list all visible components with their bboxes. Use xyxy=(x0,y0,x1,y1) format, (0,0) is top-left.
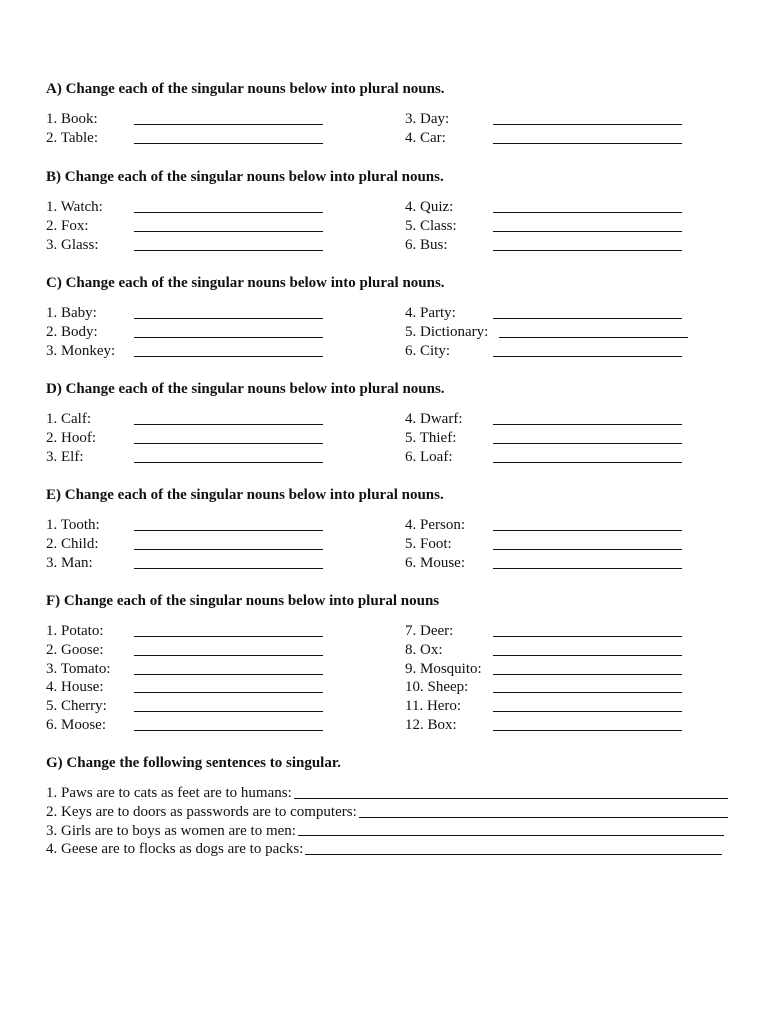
item-label: 1. Potato: xyxy=(46,623,104,639)
item-label: 2. Goose: xyxy=(46,641,104,658)
answer-blank[interactable] xyxy=(298,822,724,837)
answer-blank[interactable] xyxy=(493,231,682,232)
item-label: 11. Hero: xyxy=(405,698,462,715)
exercise-item xyxy=(46,448,96,467)
exercise-item xyxy=(46,535,100,554)
answer-blank[interactable] xyxy=(493,636,682,637)
answer-blank[interactable] xyxy=(294,784,728,799)
exercise-item xyxy=(46,641,111,660)
answer-blank[interactable] xyxy=(493,674,682,675)
answer-blank[interactable] xyxy=(134,318,323,319)
answer-blank[interactable] xyxy=(134,212,323,213)
section-heading: A) Change each of the singular nouns below into plural nouns. xyxy=(46,81,445,97)
section-f xyxy=(46,592,736,733)
exercise-item xyxy=(405,697,482,716)
section-c xyxy=(46,274,736,359)
item-label: 3. Elf: xyxy=(46,448,84,465)
answer-blank[interactable] xyxy=(359,803,728,818)
answer-blank[interactable] xyxy=(134,530,323,531)
answer-blank[interactable] xyxy=(493,568,682,569)
answer-blank[interactable] xyxy=(134,636,323,637)
exercise-item xyxy=(405,198,457,217)
exercise-item xyxy=(46,678,111,697)
answer-blank[interactable] xyxy=(493,711,682,712)
item-label: 1. Baby: xyxy=(46,305,97,321)
item-label: 6. Moose: xyxy=(46,716,106,733)
answer-blank[interactable] xyxy=(493,692,682,693)
item-label: 4. Dwarf: xyxy=(405,411,463,427)
item-label: 2. Body: xyxy=(46,323,98,340)
exercise-item xyxy=(405,622,482,641)
answer-blank[interactable] xyxy=(134,231,323,232)
section-d xyxy=(46,380,736,465)
exercise-item xyxy=(405,678,482,697)
item-label: 5. Dictionary: xyxy=(405,323,489,340)
section-e xyxy=(46,486,736,571)
answer-blank[interactable] xyxy=(493,730,682,731)
answer-blank[interactable] xyxy=(134,655,323,656)
answer-blank[interactable] xyxy=(493,443,682,444)
item-label: 10. Sheep: xyxy=(405,679,469,696)
item-label: 1. Watch: xyxy=(46,199,103,215)
exercise-item xyxy=(405,535,465,554)
answer-blank[interactable] xyxy=(134,711,323,712)
item-label: 12. Box: xyxy=(405,716,457,733)
item-label: 2. Child: xyxy=(46,535,99,552)
answer-blank[interactable] xyxy=(493,124,682,125)
exercise-item xyxy=(405,554,465,573)
answer-blank[interactable] xyxy=(493,549,682,550)
item-label: 3. Tomato: xyxy=(46,660,111,677)
exercise-item xyxy=(405,641,482,660)
answer-blank[interactable] xyxy=(134,549,323,550)
item-label: 6. Mouse: xyxy=(405,554,465,571)
answer-blank[interactable] xyxy=(134,692,323,693)
item-label: 4. Party: xyxy=(405,305,456,321)
exercise-item xyxy=(46,622,111,641)
item-label: 3. Monkey: xyxy=(46,342,116,359)
item-label: 6. Loaf: xyxy=(405,448,453,465)
exercise-item xyxy=(46,716,111,735)
answer-blank[interactable] xyxy=(134,443,323,444)
exercise-item xyxy=(46,110,98,129)
item-label: 4. Person: xyxy=(405,517,465,533)
answer-blank[interactable] xyxy=(493,318,682,319)
answer-blank[interactable] xyxy=(493,462,682,463)
exercise-item xyxy=(405,129,449,148)
exercise-item xyxy=(46,129,98,148)
item-label: 3. Man: xyxy=(46,554,93,571)
exercise-item xyxy=(46,217,103,236)
section-heading: G) Change the following sentences to singular. xyxy=(46,755,341,771)
item-label: 5. Class: xyxy=(405,217,457,234)
answer-blank[interactable] xyxy=(493,424,682,425)
sentence-label: 4. Geese are to flocks as dogs are to packs: xyxy=(46,841,304,858)
exercise-item xyxy=(405,323,488,342)
item-label: 4. Car: xyxy=(405,129,446,146)
section-heading: F) Change each of the singular nouns below into plural nouns xyxy=(46,593,440,609)
exercise-item xyxy=(405,342,488,361)
exercise-item xyxy=(46,516,100,535)
exercise-item xyxy=(405,429,462,448)
answer-blank[interactable] xyxy=(493,655,682,656)
item-label: 5. Thief: xyxy=(405,429,457,446)
exercise-item xyxy=(46,410,96,429)
answer-blank[interactable] xyxy=(493,356,682,357)
answer-blank[interactable] xyxy=(134,124,323,125)
sentence-label: 1. Paws are to cats as feet are to humans: xyxy=(46,785,292,801)
exercise-item xyxy=(405,304,488,323)
answer-blank[interactable] xyxy=(134,730,323,731)
sentence-item xyxy=(46,803,728,822)
answer-blank[interactable] xyxy=(134,424,323,425)
answer-blank[interactable] xyxy=(134,356,323,357)
exercise-item xyxy=(46,554,100,573)
item-label: 6. Bus: xyxy=(405,236,448,253)
answer-blank[interactable] xyxy=(493,212,682,213)
exercise-item xyxy=(405,716,482,735)
item-label: 8. Ox: xyxy=(405,641,443,658)
exercise-item xyxy=(46,342,115,361)
item-label: 9. Mosquito: xyxy=(405,660,482,677)
section-heading: E) Change each of the singular nouns below into plural nouns. xyxy=(46,487,444,503)
answer-blank[interactable] xyxy=(134,337,323,338)
answer-blank[interactable] xyxy=(493,250,682,251)
exercise-item xyxy=(405,660,482,679)
exercise-item xyxy=(405,410,462,429)
answer-blank[interactable] xyxy=(493,530,682,531)
section-heading: D) Change each of the singular nouns below into plural nouns. xyxy=(46,381,445,397)
answer-blank[interactable] xyxy=(134,462,323,463)
answer-blank[interactable] xyxy=(134,568,323,569)
section-b xyxy=(46,168,736,253)
exercise-item xyxy=(46,429,96,448)
item-label: 3. Day: xyxy=(405,111,450,127)
exercise-item xyxy=(46,323,115,342)
answer-blank[interactable] xyxy=(499,337,688,338)
item-label: 2. Table: xyxy=(46,129,98,146)
item-label: 3. Glass: xyxy=(46,236,99,253)
answer-blank[interactable] xyxy=(134,143,323,144)
item-label: 6. City: xyxy=(405,342,451,359)
item-label: 2. Hoof: xyxy=(46,429,96,446)
exercise-item xyxy=(46,304,115,323)
item-label: 1. Tooth: xyxy=(46,517,100,533)
item-label: 4. Quiz: xyxy=(405,199,454,215)
sentence-item xyxy=(46,822,724,841)
exercise-item xyxy=(405,448,462,467)
exercise-item xyxy=(46,697,111,716)
item-label: 5. Cherry: xyxy=(46,698,107,715)
answer-blank[interactable] xyxy=(134,674,323,675)
item-label: 1. Calf: xyxy=(46,411,91,427)
exercise-item xyxy=(46,198,103,217)
section-g xyxy=(46,754,728,859)
answer-blank[interactable] xyxy=(493,143,682,144)
item-label: 5. Foot: xyxy=(405,535,452,552)
item-label: 1. Book: xyxy=(46,111,98,127)
exercise-item xyxy=(405,236,457,255)
section-heading: C) Change each of the singular nouns below into plural nouns. xyxy=(46,275,445,291)
sentence-label: 3. Girls are to boys as women are to men: xyxy=(46,822,296,839)
exercise-item xyxy=(405,110,449,129)
item-label: 7. Deer: xyxy=(405,623,454,639)
sentence-item xyxy=(46,840,722,859)
section-a xyxy=(46,80,736,146)
sentence-label: 2. Keys are to doors as passwords are to computers: xyxy=(46,803,357,820)
answer-blank[interactable] xyxy=(134,250,323,251)
item-label: 4. House: xyxy=(46,679,104,696)
section-heading: B) Change each of the singular nouns below into plural nouns. xyxy=(46,169,444,185)
exercise-item xyxy=(405,516,465,535)
exercise-item xyxy=(46,660,111,679)
item-label: 2. Fox: xyxy=(46,217,89,234)
exercise-item xyxy=(46,236,103,255)
exercise-item xyxy=(405,217,457,236)
sentence-item xyxy=(46,784,728,803)
answer-blank[interactable] xyxy=(305,840,722,855)
